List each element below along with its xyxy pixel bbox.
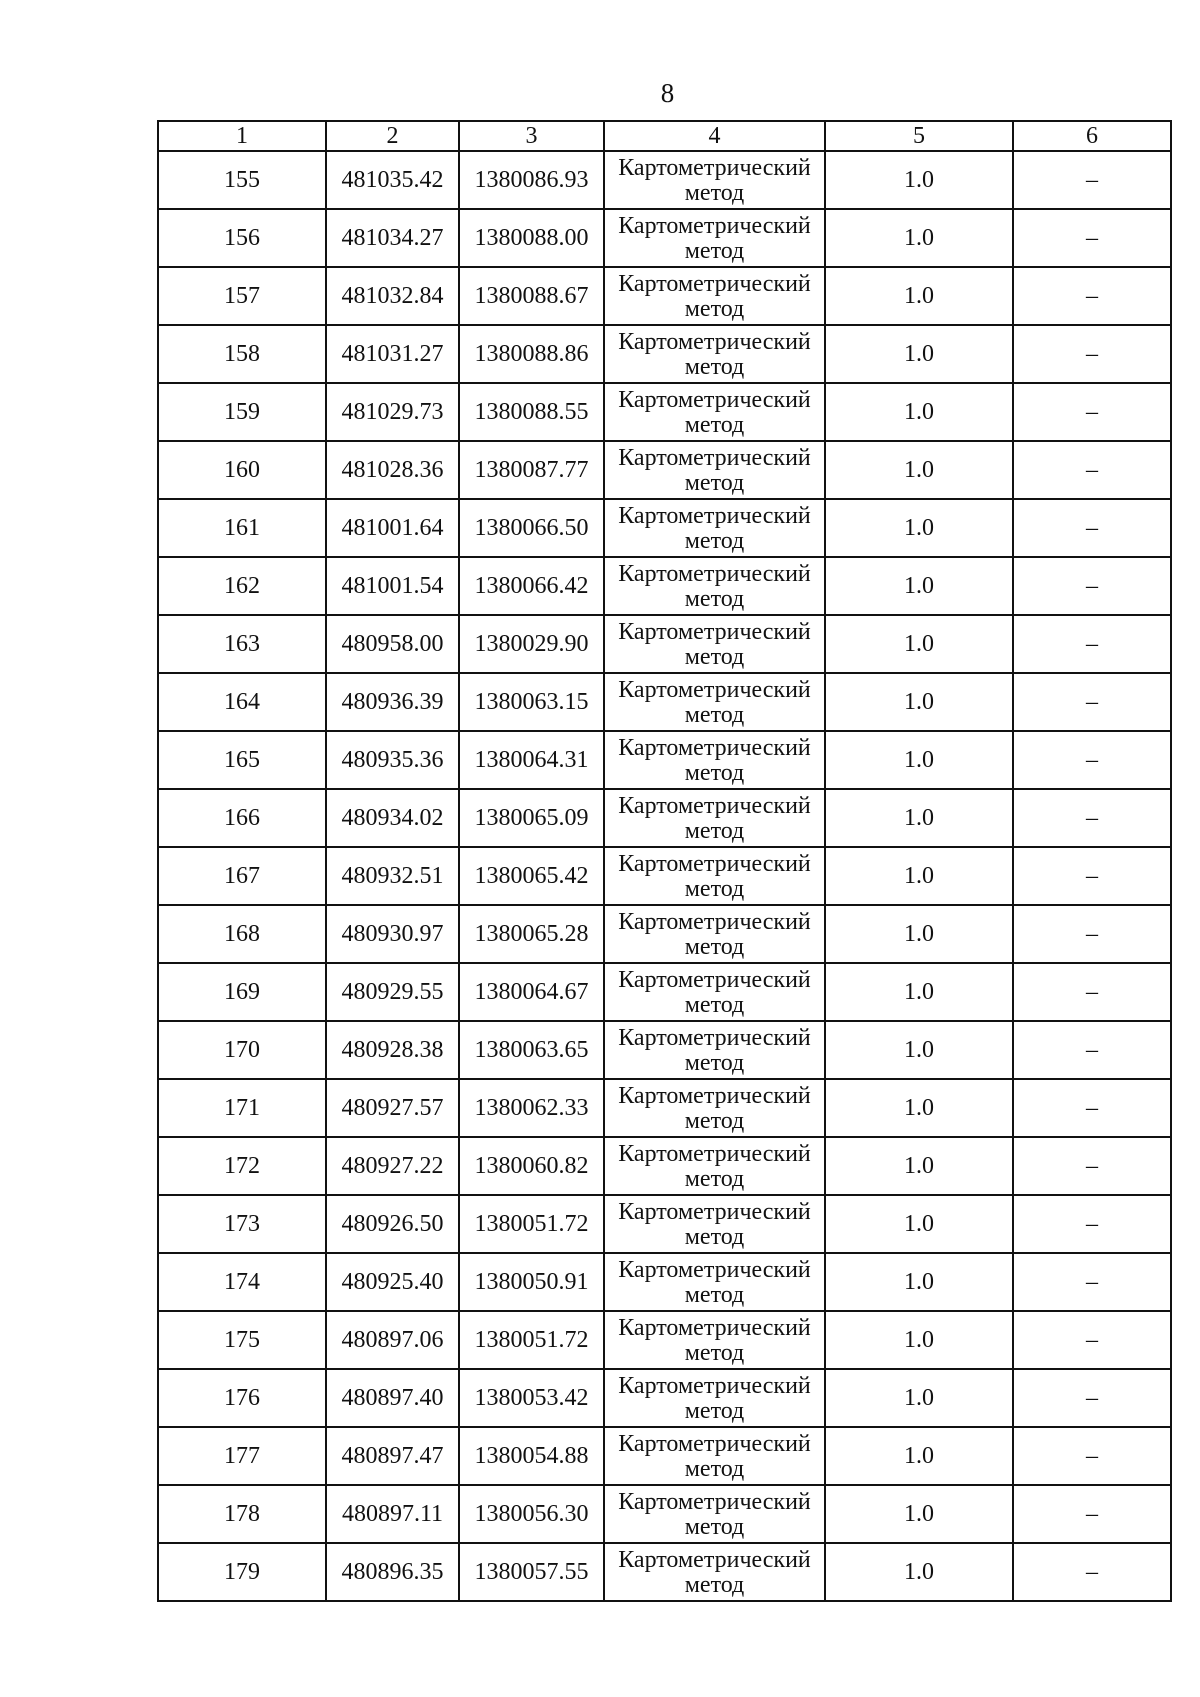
y-coordinate-cell: 1380087.77 xyxy=(459,441,604,499)
method-cell xyxy=(604,1427,825,1485)
method-cell xyxy=(604,1195,825,1253)
table-row xyxy=(158,1543,1171,1601)
point-number-cell: 171 xyxy=(158,1079,326,1137)
point-number-cell: 175 xyxy=(158,1311,326,1369)
method-line-2: метод xyxy=(684,875,745,902)
method-line-2: метод xyxy=(684,1107,745,1134)
method-line-2: метод xyxy=(684,469,745,496)
method-line-1: Картометрический xyxy=(618,792,811,819)
y-coordinate-cell: 1380088.86 xyxy=(459,325,604,383)
note-cell: – xyxy=(1013,673,1171,731)
y-coordinate-cell: 1380051.72 xyxy=(459,1311,604,1369)
note-cell: – xyxy=(1013,1311,1171,1369)
note-cell: – xyxy=(1013,1021,1171,1079)
note-cell: – xyxy=(1013,1427,1171,1485)
note-cell: – xyxy=(1013,1253,1171,1311)
method-cell xyxy=(604,1311,825,1369)
method-line-1: Картометрический xyxy=(618,560,811,587)
y-coordinate-cell: 1380063.65 xyxy=(459,1021,604,1079)
header-cell-1: 1 xyxy=(158,121,326,151)
method-line-1: Картометрический xyxy=(618,1314,811,1341)
method-cell xyxy=(604,1485,825,1543)
point-number-cell: 168 xyxy=(158,905,326,963)
x-coordinate-cell: 480925.40 xyxy=(326,1253,459,1311)
x-coordinate-cell: 481001.54 xyxy=(326,557,459,615)
x-coordinate-cell: 481028.36 xyxy=(326,441,459,499)
method-line-1: Картометрический xyxy=(618,1140,811,1167)
y-coordinate-cell: 1380066.42 xyxy=(459,557,604,615)
table-row xyxy=(158,1369,1171,1427)
accuracy-cell: 1.0 xyxy=(825,615,1013,673)
method-line-2: метод xyxy=(684,1223,745,1250)
x-coordinate-cell: 480929.55 xyxy=(326,963,459,1021)
method-line-1: Картометрический xyxy=(618,1256,811,1283)
x-coordinate-cell: 480958.00 xyxy=(326,615,459,673)
table-row xyxy=(158,1311,1171,1369)
point-number-cell: 155 xyxy=(158,151,326,209)
note-cell: – xyxy=(1013,1369,1171,1427)
method-line-2: метод xyxy=(684,991,745,1018)
y-coordinate-cell: 1380064.31 xyxy=(459,731,604,789)
note-cell: – xyxy=(1013,1485,1171,1543)
accuracy-cell: 1.0 xyxy=(825,789,1013,847)
method-line-1: Картометрический xyxy=(618,1372,811,1399)
method-cell xyxy=(604,1137,825,1195)
table-row xyxy=(158,1427,1171,1485)
method-cell xyxy=(604,1369,825,1427)
point-number-cell: 165 xyxy=(158,731,326,789)
x-coordinate-cell: 480934.02 xyxy=(326,789,459,847)
point-number-cell: 162 xyxy=(158,557,326,615)
accuracy-cell: 1.0 xyxy=(825,1543,1013,1601)
method-cell xyxy=(604,325,825,383)
method-line-2: метод xyxy=(684,1455,745,1482)
method-cell xyxy=(604,1253,825,1311)
method-cell xyxy=(604,1543,825,1601)
method-line-1: Картометрический xyxy=(618,270,811,297)
method-cell xyxy=(604,615,825,673)
method-line-2: метод xyxy=(684,1397,745,1424)
x-coordinate-cell: 480927.57 xyxy=(326,1079,459,1137)
method-line-2: метод xyxy=(684,1165,745,1192)
header-row xyxy=(158,121,1171,151)
y-coordinate-cell: 1380029.90 xyxy=(459,615,604,673)
y-coordinate-cell: 1380064.67 xyxy=(459,963,604,1021)
y-coordinate-cell: 1380066.50 xyxy=(459,499,604,557)
point-number-cell: 164 xyxy=(158,673,326,731)
method-cell xyxy=(604,731,825,789)
method-line-2: метод xyxy=(684,527,745,554)
method-line-1: Картометрический xyxy=(618,502,811,529)
note-cell: – xyxy=(1013,1137,1171,1195)
method-cell xyxy=(604,267,825,325)
method-line-1: Картометрический xyxy=(618,444,811,471)
y-coordinate-cell: 1380056.30 xyxy=(459,1485,604,1543)
accuracy-cell: 1.0 xyxy=(825,1485,1013,1543)
note-cell: – xyxy=(1013,963,1171,1021)
method-line-1: Картометрический xyxy=(618,1546,811,1573)
accuracy-cell: 1.0 xyxy=(825,325,1013,383)
table-header xyxy=(158,121,1171,151)
point-number-cell: 178 xyxy=(158,1485,326,1543)
table-row xyxy=(158,963,1171,1021)
method-line-2: метод xyxy=(684,179,745,206)
note-cell: – xyxy=(1013,557,1171,615)
x-coordinate-cell: 481001.64 xyxy=(326,499,459,557)
accuracy-cell: 1.0 xyxy=(825,499,1013,557)
accuracy-cell: 1.0 xyxy=(825,267,1013,325)
method-line-2: метод xyxy=(684,759,745,786)
method-line-1: Картометрический xyxy=(618,386,811,413)
table-row xyxy=(158,383,1171,441)
accuracy-cell: 1.0 xyxy=(825,963,1013,1021)
table-row xyxy=(158,1079,1171,1137)
method-line-1: Картометрический xyxy=(618,212,811,239)
accuracy-cell: 1.0 xyxy=(825,673,1013,731)
accuracy-cell: 1.0 xyxy=(825,1021,1013,1079)
method-line-1: Картометрический xyxy=(618,1024,811,1051)
method-line-1: Картометрический xyxy=(618,850,811,877)
method-line-1: Картометрический xyxy=(618,1488,811,1515)
y-coordinate-cell: 1380086.93 xyxy=(459,151,604,209)
table-row xyxy=(158,789,1171,847)
point-number-cell: 169 xyxy=(158,963,326,1021)
method-line-2: метод xyxy=(684,585,745,612)
x-coordinate-cell: 480936.39 xyxy=(326,673,459,731)
accuracy-cell: 1.0 xyxy=(825,1369,1013,1427)
table-body xyxy=(158,151,1171,1601)
y-coordinate-cell: 1380050.91 xyxy=(459,1253,604,1311)
method-cell xyxy=(604,673,825,731)
accuracy-cell: 1.0 xyxy=(825,847,1013,905)
method-line-1: Картометрический xyxy=(618,966,811,993)
method-cell xyxy=(604,847,825,905)
note-cell: – xyxy=(1013,615,1171,673)
x-coordinate-cell: 480896.35 xyxy=(326,1543,459,1601)
point-number-cell: 160 xyxy=(158,441,326,499)
y-coordinate-cell: 1380088.55 xyxy=(459,383,604,441)
method-line-2: метод xyxy=(684,643,745,670)
note-cell: – xyxy=(1013,267,1171,325)
table-row xyxy=(158,499,1171,557)
table-row xyxy=(158,615,1171,673)
point-number-cell: 161 xyxy=(158,499,326,557)
y-coordinate-cell: 1380088.67 xyxy=(459,267,604,325)
table-row xyxy=(158,1021,1171,1079)
method-cell xyxy=(604,963,825,1021)
header-cell-2: 2 xyxy=(326,121,459,151)
x-coordinate-cell: 480897.06 xyxy=(326,1311,459,1369)
method-cell xyxy=(604,1079,825,1137)
accuracy-cell: 1.0 xyxy=(825,1253,1013,1311)
note-cell: – xyxy=(1013,1543,1171,1601)
header-cell-5: 5 xyxy=(825,121,1013,151)
point-number-cell: 172 xyxy=(158,1137,326,1195)
y-coordinate-cell: 1380053.42 xyxy=(459,1369,604,1427)
point-number-cell: 156 xyxy=(158,209,326,267)
note-cell: – xyxy=(1013,847,1171,905)
note-cell: – xyxy=(1013,441,1171,499)
header-cell-6: 6 xyxy=(1013,121,1171,151)
point-number-cell: 157 xyxy=(158,267,326,325)
table-row xyxy=(158,325,1171,383)
point-number-cell: 167 xyxy=(158,847,326,905)
method-line-2: метод xyxy=(684,237,745,264)
method-cell xyxy=(604,557,825,615)
method-line-1: Картометрический xyxy=(618,618,811,645)
x-coordinate-cell: 480928.38 xyxy=(326,1021,459,1079)
y-coordinate-cell: 1380088.00 xyxy=(459,209,604,267)
table-row xyxy=(158,1253,1171,1311)
x-coordinate-cell: 480897.40 xyxy=(326,1369,459,1427)
note-cell: – xyxy=(1013,151,1171,209)
table-row xyxy=(158,905,1171,963)
method-line-1: Картометрический xyxy=(618,328,811,355)
point-number-cell: 159 xyxy=(158,383,326,441)
table-row xyxy=(158,441,1171,499)
accuracy-cell: 1.0 xyxy=(825,1079,1013,1137)
method-line-2: метод xyxy=(684,1049,745,1076)
note-cell: – xyxy=(1013,209,1171,267)
x-coordinate-cell: 481031.27 xyxy=(326,325,459,383)
table-row xyxy=(158,267,1171,325)
table-row xyxy=(158,731,1171,789)
method-line-2: метод xyxy=(684,1571,745,1598)
accuracy-cell: 1.0 xyxy=(825,1311,1013,1369)
note-cell: – xyxy=(1013,1079,1171,1137)
point-number-cell: 158 xyxy=(158,325,326,383)
accuracy-cell: 1.0 xyxy=(825,731,1013,789)
point-number-cell: 176 xyxy=(158,1369,326,1427)
method-cell xyxy=(604,151,825,209)
table-row xyxy=(158,151,1171,209)
method-line-1: Картометрический xyxy=(618,154,811,181)
method-line-1: Картометрический xyxy=(618,1430,811,1457)
method-line-2: метод xyxy=(684,1339,745,1366)
accuracy-cell: 1.0 xyxy=(825,1137,1013,1195)
x-coordinate-cell: 480930.97 xyxy=(326,905,459,963)
point-number-cell: 163 xyxy=(158,615,326,673)
y-coordinate-cell: 1380057.55 xyxy=(459,1543,604,1601)
y-coordinate-cell: 1380060.82 xyxy=(459,1137,604,1195)
point-number-cell: 174 xyxy=(158,1253,326,1311)
method-cell xyxy=(604,1021,825,1079)
x-coordinate-cell: 481032.84 xyxy=(326,267,459,325)
table-row xyxy=(158,1195,1171,1253)
x-coordinate-cell: 480927.22 xyxy=(326,1137,459,1195)
accuracy-cell: 1.0 xyxy=(825,1195,1013,1253)
method-line-2: метод xyxy=(684,353,745,380)
y-coordinate-cell: 1380062.33 xyxy=(459,1079,604,1137)
accuracy-cell: 1.0 xyxy=(825,557,1013,615)
table-row xyxy=(158,557,1171,615)
note-cell: – xyxy=(1013,789,1171,847)
point-number-cell: 166 xyxy=(158,789,326,847)
x-coordinate-cell: 480926.50 xyxy=(326,1195,459,1253)
method-cell xyxy=(604,441,825,499)
header-cell-4: 4 xyxy=(604,121,825,151)
page-number: 8 xyxy=(660,78,675,108)
method-cell xyxy=(604,383,825,441)
method-line-1: Картометрический xyxy=(618,1198,811,1225)
y-coordinate-cell: 1380063.15 xyxy=(459,673,604,731)
method-line-1: Картометрический xyxy=(618,908,811,935)
accuracy-cell: 1.0 xyxy=(825,441,1013,499)
note-cell: – xyxy=(1013,1195,1171,1253)
x-coordinate-cell: 480897.47 xyxy=(326,1427,459,1485)
note-cell: – xyxy=(1013,731,1171,789)
table-row xyxy=(158,209,1171,267)
note-cell: – xyxy=(1013,383,1171,441)
method-cell xyxy=(604,905,825,963)
y-coordinate-cell: 1380054.88 xyxy=(459,1427,604,1485)
accuracy-cell: 1.0 xyxy=(825,209,1013,267)
x-coordinate-cell: 481029.73 xyxy=(326,383,459,441)
method-line-1: Картометрический xyxy=(618,1082,811,1109)
x-coordinate-cell: 481035.42 xyxy=(326,151,459,209)
header-cell-3: 3 xyxy=(459,121,604,151)
method-line-2: метод xyxy=(684,817,745,844)
point-number-cell: 170 xyxy=(158,1021,326,1079)
table-row xyxy=(158,1137,1171,1195)
method-line-2: метод xyxy=(684,701,745,728)
y-coordinate-cell: 1380065.28 xyxy=(459,905,604,963)
method-line-1: Картометрический xyxy=(618,676,811,703)
method-line-1: Картометрический xyxy=(618,734,811,761)
point-number-cell: 177 xyxy=(158,1427,326,1485)
table-row xyxy=(158,673,1171,731)
method-cell xyxy=(604,789,825,847)
y-coordinate-cell: 1380051.72 xyxy=(459,1195,604,1253)
x-coordinate-cell: 481034.27 xyxy=(326,209,459,267)
coordinates-table xyxy=(157,120,1172,1602)
x-coordinate-cell: 480932.51 xyxy=(326,847,459,905)
point-number-cell: 179 xyxy=(158,1543,326,1601)
method-line-2: метод xyxy=(684,1281,745,1308)
accuracy-cell: 1.0 xyxy=(825,1427,1013,1485)
note-cell: – xyxy=(1013,325,1171,383)
note-cell: – xyxy=(1013,499,1171,557)
table-row xyxy=(158,847,1171,905)
accuracy-cell: 1.0 xyxy=(825,905,1013,963)
method-line-2: метод xyxy=(684,1513,745,1540)
note-cell: – xyxy=(1013,905,1171,963)
table-row xyxy=(158,1485,1171,1543)
method-cell xyxy=(604,499,825,557)
point-number-cell: 173 xyxy=(158,1195,326,1253)
y-coordinate-cell: 1380065.42 xyxy=(459,847,604,905)
accuracy-cell: 1.0 xyxy=(825,383,1013,441)
method-line-2: метод xyxy=(684,933,745,960)
accuracy-cell: 1.0 xyxy=(825,151,1013,209)
y-coordinate-cell: 1380065.09 xyxy=(459,789,604,847)
x-coordinate-cell: 480935.36 xyxy=(326,731,459,789)
method-line-2: метод xyxy=(684,411,745,438)
method-cell xyxy=(604,209,825,267)
method-line-2: метод xyxy=(684,295,745,322)
x-coordinate-cell: 480897.11 xyxy=(326,1485,459,1543)
